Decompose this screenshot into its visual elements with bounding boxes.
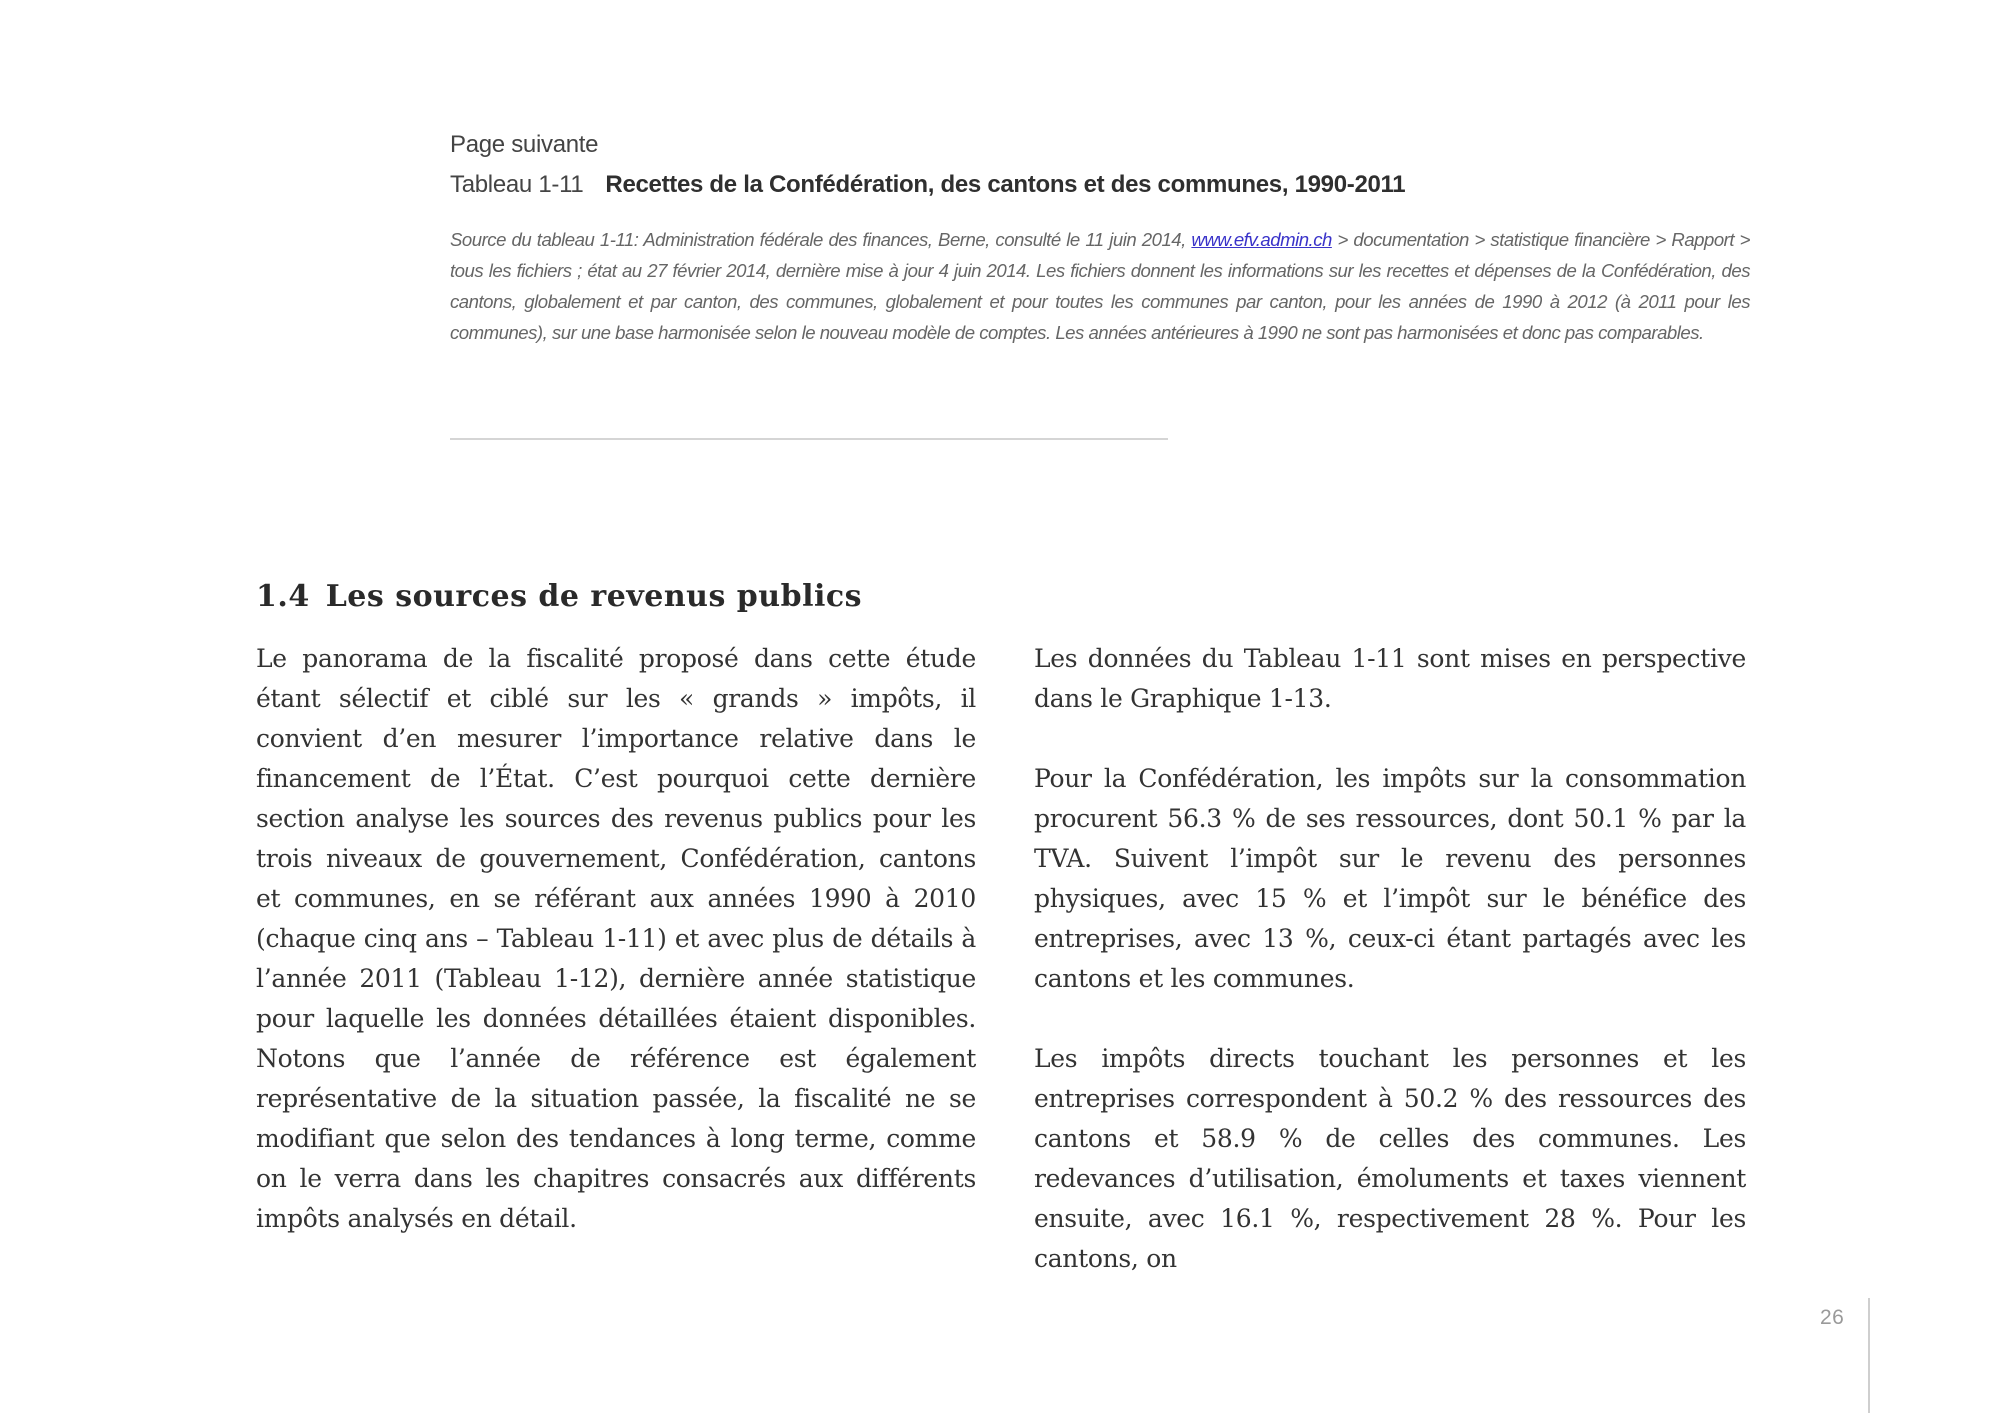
body-paragraph: Les impôts directs touchant les personnes et les entreprises correspondent à 50.2 % des ressources des cantons et 58.9 % de celles des communes. Les redevances d’utilisation, émoluments et taxes viennent ensuite, avec 16.1 %, respectivement 28 %. Pour les cantons, on: [1034, 1044, 1746, 1273]
table-title: Recettes de la Confédération, des cantons et des communes, 1990-2011: [605, 171, 1406, 198]
section-title: Les sources de revenus publics: [325, 578, 863, 614]
body-paragraph: Les données du Tableau 1-11 sont mises en perspective dans le Graphique 1-13.: [1034, 644, 1746, 713]
next-page-label: Page suivante: [450, 131, 599, 158]
source-note-text-continued: > documentation > statistique financière > Rapport > tous les fichiers ; état au 27 février 2014, dernière mise à jour 4 juin 2014. Les fichiers donnent les informations sur les recettes et dépenses de la Confédération, des cantons, globalement et par canton, des communes, globalement et pour toutes les communes par canton, pour les années de 1990 à 2012 (à 2011 pour les communes), sur une base harmonisée selon le nouveau modèle de comptes. Les années antérieures à 1990 ne sont pas harmonisées et donc pas comparables.: [450, 229, 1750, 343]
section-number: 1.4: [256, 578, 310, 614]
body-paragraph: Pour la Confédération, les impôts sur la consommation procurent 56.3 % de ses ressources, dont 50.1 % par la TVA. Suivent l’impôt sur le revenu des personnes physiques, avec 15 % et l’impôt sur le bénéfice des entreprises, avec 13 %, ceux-ci étant partagés avec les cantons et les communes.: [1034, 764, 1746, 993]
body-column-right: [1034, 639, 1746, 1279]
separator-rule: [450, 438, 1168, 440]
table-reference-block: [450, 128, 1750, 348]
page-number: 26: [1820, 1306, 1845, 1329]
page-margin-rule: [1868, 1298, 1870, 1413]
body-paragraph: Le panorama de la fiscalité proposé dans cette étude étant sélectif et ciblé sur les « grands » impôts, il convient d’en mesurer l’importance relative dans le financement de l’État. C’est pourquoi cette dernière section analyse les sources des revenus publics pour les trois niveaux de gouvernement, Confédération, cantons et communes, en se référant aux années 1990 à 2010 (chaque cinq ans – Tableau 1-11) et avec plus de détails à l’année 2011 (Tableau 1-12), dernière année statistique pour laquelle les données détaillées étaient disponibles. Notons que l’année de référence est également représentative de la situation passée, la fiscalité ne se modifiant que selon des tendances à long terme, comme on le verra dans les chapitres consacrés aux différents impôts analysés en détail.: [256, 644, 976, 1233]
table-number: Tableau 1-11: [450, 171, 584, 198]
source-link[interactable]: www.efv.admin.ch: [1191, 229, 1332, 250]
table-caption: [450, 168, 1750, 202]
body-column-left: [256, 639, 976, 1239]
section-heading: [256, 577, 862, 617]
source-note: [450, 224, 1750, 348]
source-note-text: Source du tableau 1-11: Administration fédérale des finances, Berne, consulté le 11 juin 2014,: [450, 229, 1192, 250]
